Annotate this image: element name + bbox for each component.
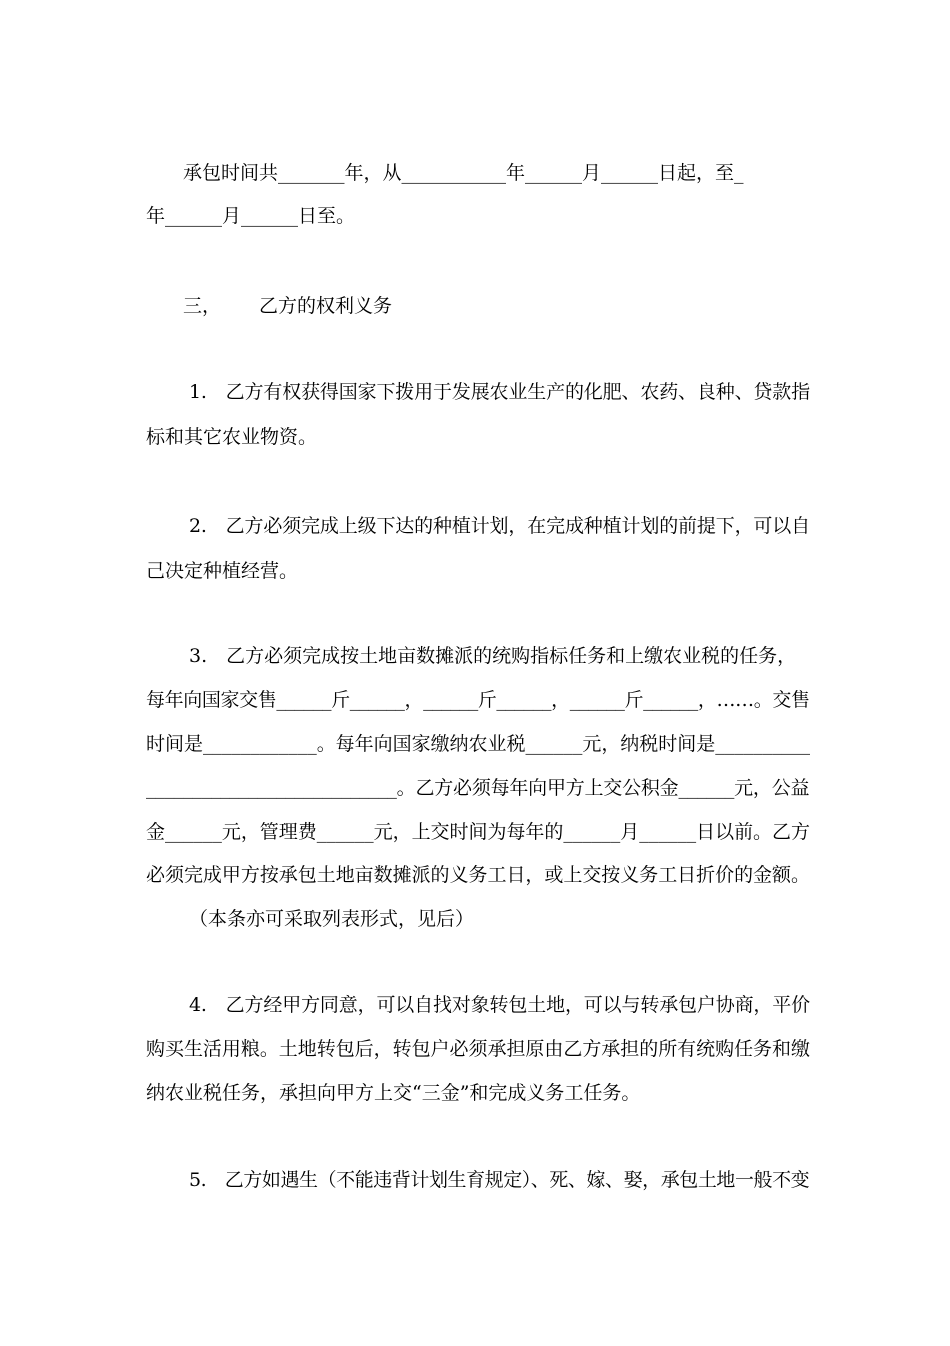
item3-line-5: 金______元，管理费______元，上交时间为每年的______月______日以前。乙方 (146, 821, 810, 843)
item3-line-6: 必须完成甲方按承包土地亩数摊派的义务工日，或上交按义务工日折价的金额。 (146, 864, 810, 886)
item3-line-2: 每年向国家交售______斤______，______斤______，______斤______，……。交售 (146, 689, 810, 711)
item5-line-1: 5. 乙方如遇生（不能违背计划生育规定）、死、嫁、娶，承包土地一般不变 (189, 1169, 810, 1191)
term-line-2: 年______月______日至。 (146, 205, 356, 227)
section-title: 乙方的权利义务 (259, 295, 393, 317)
item4-line-2: 购买生活用粮。土地转包后，转包户必须承担原由乙方承担的所有统购任务和缴 (146, 1038, 810, 1060)
item3-line-1: 3. 乙方必须完成按土地亩数摊派的统购指标任务和上缴农业税的任务， (189, 645, 797, 667)
section-number: 三， (183, 295, 222, 317)
item4-line-3: 纳农业税任务，承担向甲方上交“三金”和完成义务工任务。 (146, 1082, 641, 1104)
item2-line-1: 2. 乙方必须完成上级下达的种植计划，在完成种植计划的前提下，可以自 (189, 515, 810, 537)
item1-line-2: 标和其它农业物资。 (146, 426, 318, 448)
item1-line-1: 1. 乙方有权获得国家下拨用于发展农业生产的化肥、农药、良种、贷款指 (189, 381, 810, 403)
item2-line-2: 己决定种植经营。 (146, 560, 299, 582)
item3-note: （本条亦可采取列表形式，见后） (189, 908, 475, 930)
item3-line-3: 时间是____________。每年向国家缴纳农业税______元，纳税时间是__________ (146, 733, 810, 755)
item4-line-1: 4. 乙方经甲方同意，可以自找对象转包土地，可以与转承包户协商，平价 (189, 994, 810, 1016)
item3-line-4: ___________________________。乙方必须每年向甲方上交公积金______元，公益 (146, 777, 810, 799)
term-line-1: 承包时间共_______年，从___________年______月______日起，至_ (183, 162, 744, 184)
section-heading (183, 294, 392, 318)
